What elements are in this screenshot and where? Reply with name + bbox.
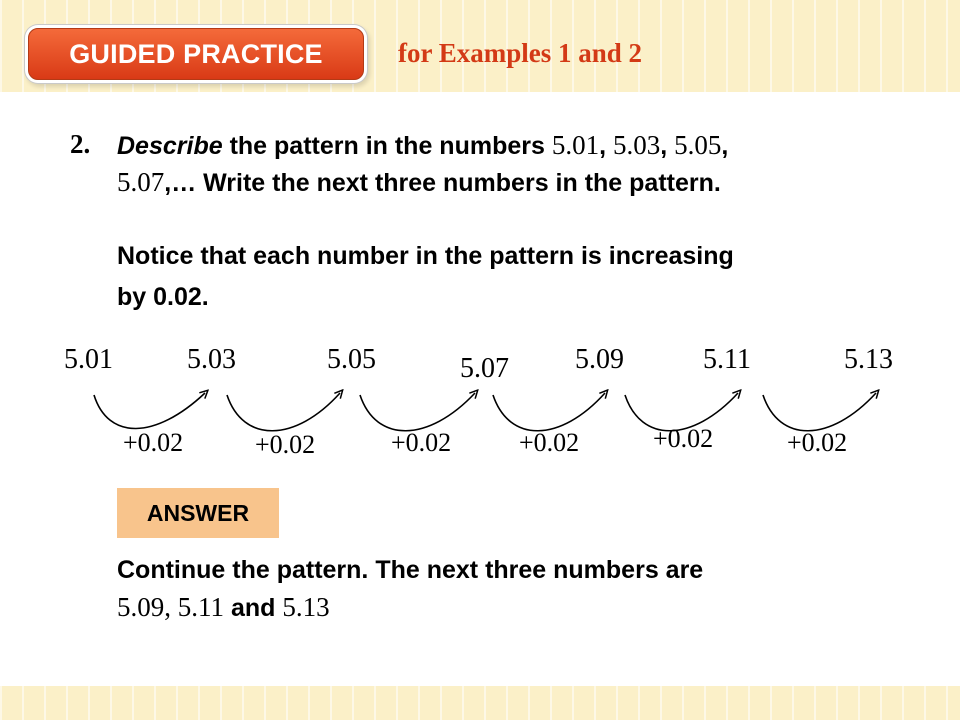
increment-label-3: +0.02 <box>391 428 452 457</box>
ellipsis: ,… <box>164 169 197 197</box>
question-text-2: Write the next three numbers in the pattern. <box>196 169 721 197</box>
describe-word: Describe <box>117 132 223 160</box>
question-number: 2. <box>70 129 91 159</box>
answer-label: ANSWER <box>146 500 250 526</box>
given-number-3: 5.05 <box>674 130 722 160</box>
answer-number-2: 5.11 <box>177 592 224 622</box>
notice-line-1: Notice that each number in the pattern is increasing <box>117 242 734 270</box>
increment-label-2: +0.02 <box>255 430 316 459</box>
increment-arrow-2 <box>227 393 340 431</box>
pattern-number-5: 5.09 <box>575 344 624 375</box>
pattern-number-3: 5.05 <box>327 344 376 375</box>
comma: , <box>660 132 668 160</box>
increment-arrow-3 <box>360 393 475 431</box>
given-number-4: 5.07 <box>117 167 165 197</box>
increment-arrow-6 <box>763 393 876 431</box>
pattern-number-7: 5.13 <box>844 344 893 375</box>
guided-practice-label: GUIDED PRACTICE <box>69 39 323 69</box>
given-number-2: 5.03 <box>612 130 661 160</box>
answer-box <box>117 488 279 538</box>
increment-label-6: +0.02 <box>787 428 848 457</box>
pattern-number-6: 5.11 <box>703 344 751 375</box>
increment-arrow-4 <box>493 393 605 431</box>
question-text-1: the pattern in the numbers <box>222 132 552 160</box>
answer-number-1: 5.09 <box>117 592 165 622</box>
increment-label-4: +0.02 <box>519 428 580 457</box>
pattern-number-4: 5.07 <box>460 353 509 384</box>
pattern-number-1: 5.01 <box>64 344 113 375</box>
answer-and-word: and <box>224 594 283 622</box>
increment-label-1: +0.02 <box>123 428 184 457</box>
answer-separator: , <box>164 592 178 622</box>
comma: , <box>599 132 607 160</box>
increment-arrow-1 <box>94 393 205 429</box>
examples-subtitle: for Examples 1 and 2 <box>398 38 643 68</box>
comma: , <box>721 132 729 160</box>
answer-number-3: 5.13 <box>282 592 330 622</box>
answer-line-1: Continue the pattern. The next three numbers are <box>117 556 704 584</box>
increment-label-5: +0.02 <box>653 424 714 453</box>
given-number-1: 5.01 <box>551 130 600 160</box>
notice-line-2: by 0.02. <box>117 283 209 311</box>
answer-line-2 <box>117 592 330 623</box>
pattern-number-2: 5.03 <box>187 344 236 375</box>
